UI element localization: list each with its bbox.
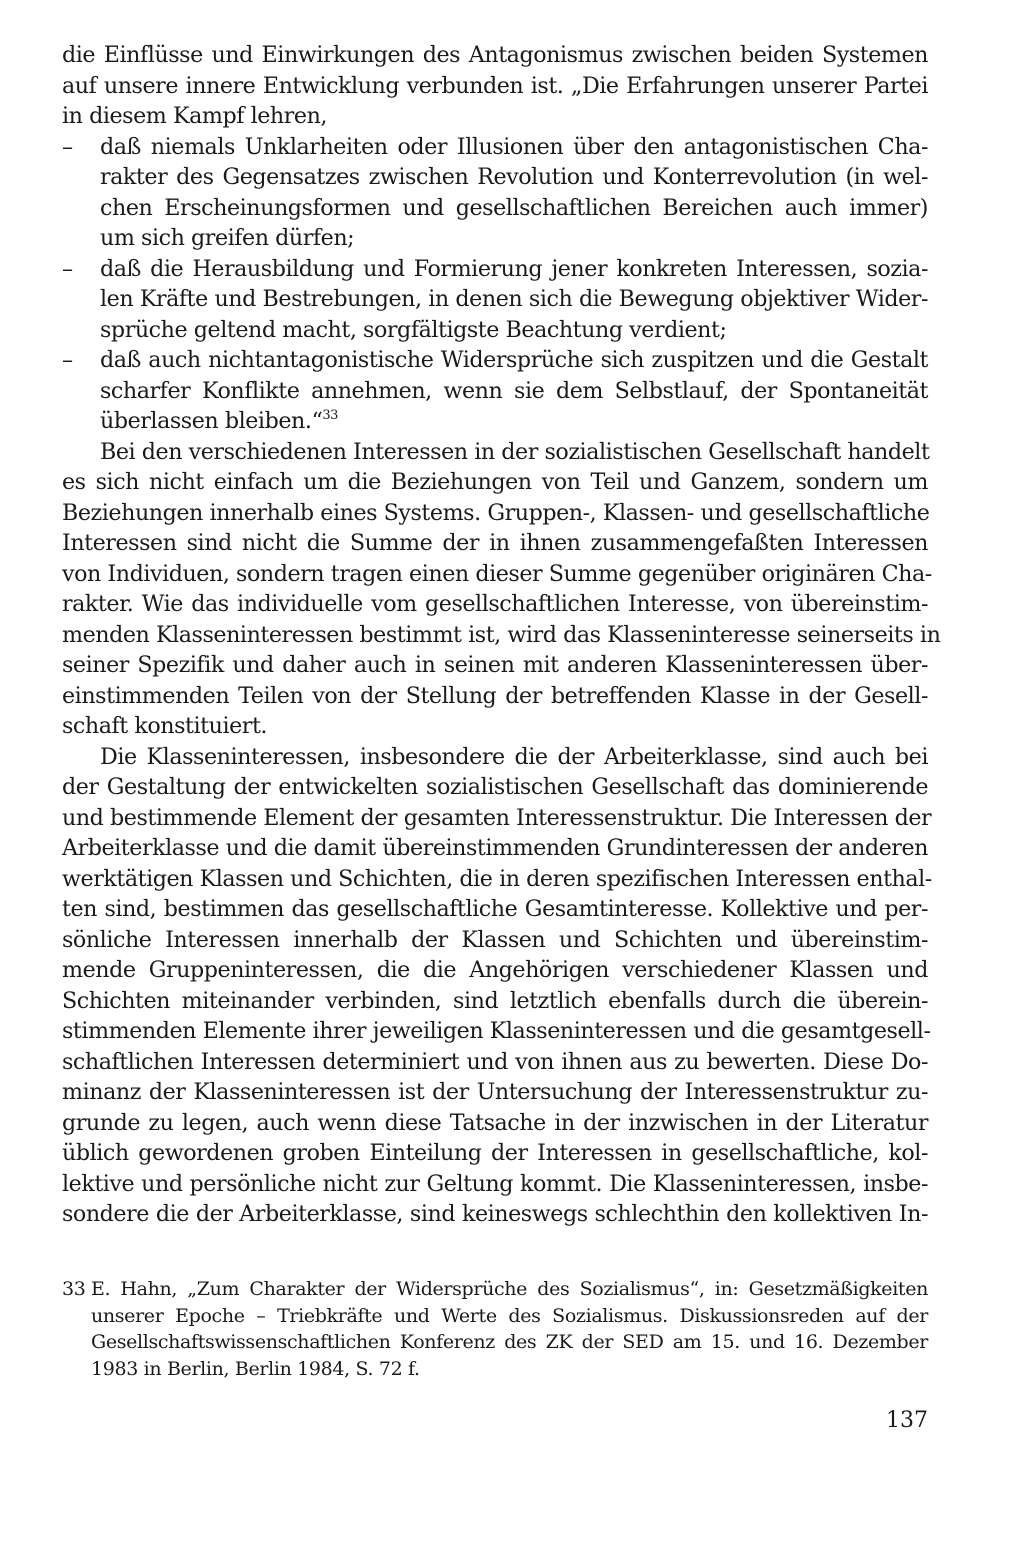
footnote-text: E. Hahn, „Zum Charakter der Widersprüche des Sozialismus“, in: Gesetzmäßigkeiten xyxy=(91,1278,928,1300)
body-text xyxy=(62,40,941,1230)
list-dash: – xyxy=(62,347,73,373)
text-line: Schichten miteinander verbinden, sind letztlich ebenfalls durch die überein- xyxy=(62,987,928,1014)
list-dash: – xyxy=(62,255,73,282)
text-line: üblich gewordenen groben Einteilung der Interessen in gesellschaftliche, kol- xyxy=(62,1140,928,1166)
footnote-line xyxy=(62,1276,928,1303)
list-item xyxy=(62,345,928,376)
text-line: es sich nicht einfach um die Beziehungen von Teil und Ganzem, sondern um xyxy=(62,469,928,495)
list-dash: – xyxy=(62,133,73,160)
text-line: grunde zu legen, auch wenn diese Tatsache in der inzwischen in der Literatur xyxy=(62,1109,928,1136)
text-line: Interessen sind nicht die Summe der in ihnen zusammengefaßten Interessen xyxy=(62,530,928,556)
text-line: von Individuen, sondern tragen einen dieser Summe gegenüber originären Cha- xyxy=(62,560,932,587)
text-line: len Kräfte und Bestrebungen, in denen sich die Bewegung objektiver Wider- xyxy=(100,286,928,312)
text-line: scharfer Konflikte annehmen, wenn sie dem Selbstlauf, der Spontaneität xyxy=(100,377,928,404)
page-number: 137 xyxy=(886,1408,928,1433)
text-line: minanz der Klasseninteressen ist der Untersuchung der Interessenstruktur zu- xyxy=(62,1079,928,1105)
footnote-line: 1983 in Berlin, Berlin 1984, S. 72 f. xyxy=(91,1357,420,1380)
footnote-number: 33 xyxy=(62,1278,86,1300)
text-line: Beziehungen innerhalb eines Systems. Gruppen-, Klassen- und gesellschaftliche xyxy=(62,499,930,526)
text-line: sprüche geltend macht, sorgfältigste Beachtung verdient; xyxy=(100,316,727,343)
text-line: chen Erscheinungsformen und gesellschaftlichen Bereichen auch immer) xyxy=(100,194,928,221)
text-line: lektive und persönliche nicht zur Geltung kommt. Die Klasseninteressen, insbe- xyxy=(62,1170,928,1197)
text-line: einstimmenden Teilen von der Stellung der betreffenden Klasse in der Gesell- xyxy=(62,682,928,709)
text-line: die Einflüsse und Einwirkungen des Antagonismus zwischen beiden Systemen xyxy=(62,42,928,68)
footnote-reference: 33 xyxy=(322,408,338,423)
list-item xyxy=(62,132,928,163)
text-line: schaft konstituiert. xyxy=(62,713,268,739)
paragraph-start: Die Klasseninteressen, insbesondere die der Arbeiterklasse, sind auch bei xyxy=(100,743,928,770)
footnote-line: Gesellschaftswissenschaftlichen Konferenz des ZK der SED am 15. und 16. Dezember xyxy=(91,1331,928,1353)
list-item xyxy=(62,254,928,285)
text-line: rakter des Gegensatzes zwischen Revolution und Konterrevolution (in wel- xyxy=(100,164,928,190)
text-line: in diesem Kampf lehren, xyxy=(62,103,328,129)
footnote xyxy=(62,1276,928,1382)
text-line: der Gestaltung der entwickelten sozialistischen Gesellschaft das dominierende xyxy=(62,774,928,800)
list-item-text: daß niemals Unklarheiten oder Illusionen über den antagonistischen Cha- xyxy=(100,133,928,160)
text-line: auf unsere innere Entwicklung verbunden ist. „Die Erfahrungen unserer Partei xyxy=(62,72,928,99)
text-line: seiner Spezifik und daher auch in seinen mit anderen Klasseninteressen über- xyxy=(62,652,928,678)
text-line: ten sind, bestimmen das gesellschaftliche Gesamtinteresse. Kollektive und per- xyxy=(62,896,928,922)
footnote-line: unserer Epoche – Triebkräfte und Werte des Sozialismus. Diskussionsreden auf der xyxy=(91,1304,928,1327)
text-line: um sich greifen dürfen; xyxy=(100,225,355,251)
paragraph-start: Bei den verschiedenen Interessen in der sozialistischen Gesellschaft handelt xyxy=(100,438,930,465)
text-line: mende Gruppeninteressen, die die Angehörigen verschiedener Klassen und xyxy=(62,957,928,983)
text-line: Arbeiterklasse und die damit übereinstimmenden Grundinteressen der anderen xyxy=(62,835,928,861)
text-line: schaftlichen Interessen determiniert und von ihnen aus zu bewerten. Diese Do- xyxy=(62,1048,928,1075)
text-line: und bestimmende Element der gesamten Interessenstruktur. Die Interessen der xyxy=(62,804,932,831)
list-item-text: daß auch nichtantagonistische Widersprüche sich zuspitzen und die Gestalt xyxy=(100,347,928,373)
text-line: menden Klasseninteressen bestimmt ist, wird das Klasseninteresse seinerseits in xyxy=(62,621,941,648)
text-line: sönliche Interessen innerhalb der Klassen und Schichten und übereinstim- xyxy=(62,926,928,953)
text-line: rakter. Wie das individuelle vom gesellschaftlichen Interesse, von übereinstim- xyxy=(62,591,928,617)
quote-end-text: überlassen bleiben.“ xyxy=(100,408,323,434)
text-line: stimmenden Elemente ihrer jeweiligen Klasseninteressen und die gesamtgesell- xyxy=(62,1018,931,1044)
text-line xyxy=(62,406,928,437)
text-line: werktätigen Klassen und Schichten, die in deren spezifischen Interessen enthal- xyxy=(62,865,932,892)
text-line: sondere die der Arbeiterklasse, sind keineswegs schlechthin den kollektiven In- xyxy=(62,1201,928,1227)
list-item-text: daß die Herausbildung und Formierung jener konkreten Interessen, sozia- xyxy=(100,255,928,282)
